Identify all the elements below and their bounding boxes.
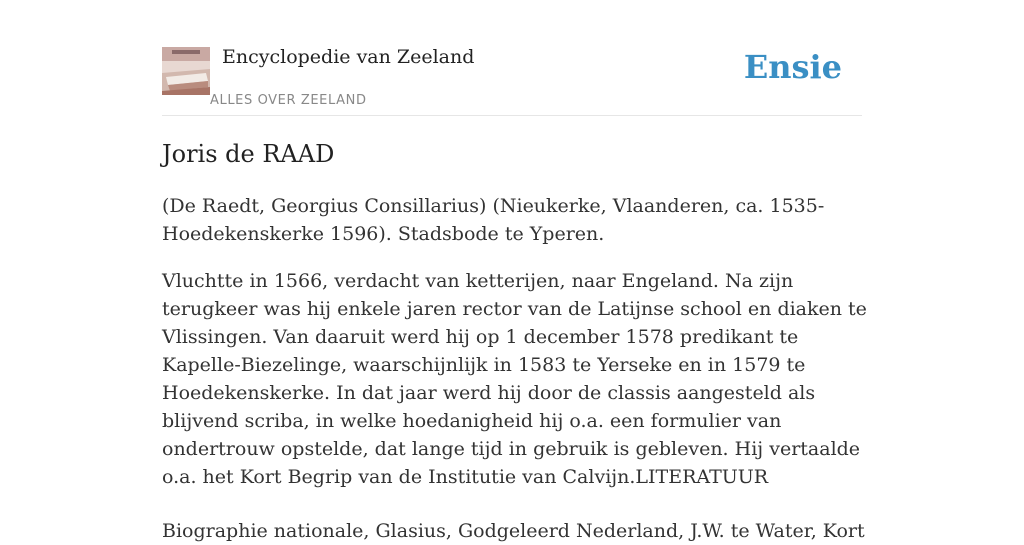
article-body: Vluchtte in 1566, verdacht van ketterijen, naar Engeland. Na zijn terugkeer was hij enkele jaren rector van de Latijnse school en diaken te Vlissingen. Van daaruit werd hij op 1 december 1578 predikant te Kapelle-Biezelinge, waarschijnlijk in 1583 te Yerseke en in 1579 te Hoedekenskerke. In dat jaar werd hij door de classis aangesteld als blijvend scriba, in welke hoedanigheid hij o.a. een formulier van ondertrouw opstelde, dat lange tijd in gebruik is gebleven. Hij vertaalde o.a. het Kort Begrip van de Institutie van Calvijn.LITERATUUR [162, 270, 867, 488]
article-literature: Biographie nationale, Glasius, Godgeleerd Nederland, J.W. te Water, Kort [162, 520, 865, 542]
book-image-icon [162, 47, 210, 95]
site-avatar[interactable] [162, 47, 210, 95]
article-content [162, 138, 867, 545]
site-title[interactable]: Encyclopedie van Zeeland [222, 46, 475, 68]
article-title: Joris de RAAD [162, 140, 335, 168]
article-intro: (De Raedt, Georgius Consillarius) (Nieukerke, Vlaanderen, ca. 1535-Hoedekenskerke 1596). Stadsbode te Yperen. [162, 195, 825, 245]
site-subtitle: ALLES OVER ZEELAND [210, 93, 367, 108]
site-header [162, 0, 862, 116]
brand-logo[interactable]: Ensie [743, 48, 842, 86]
